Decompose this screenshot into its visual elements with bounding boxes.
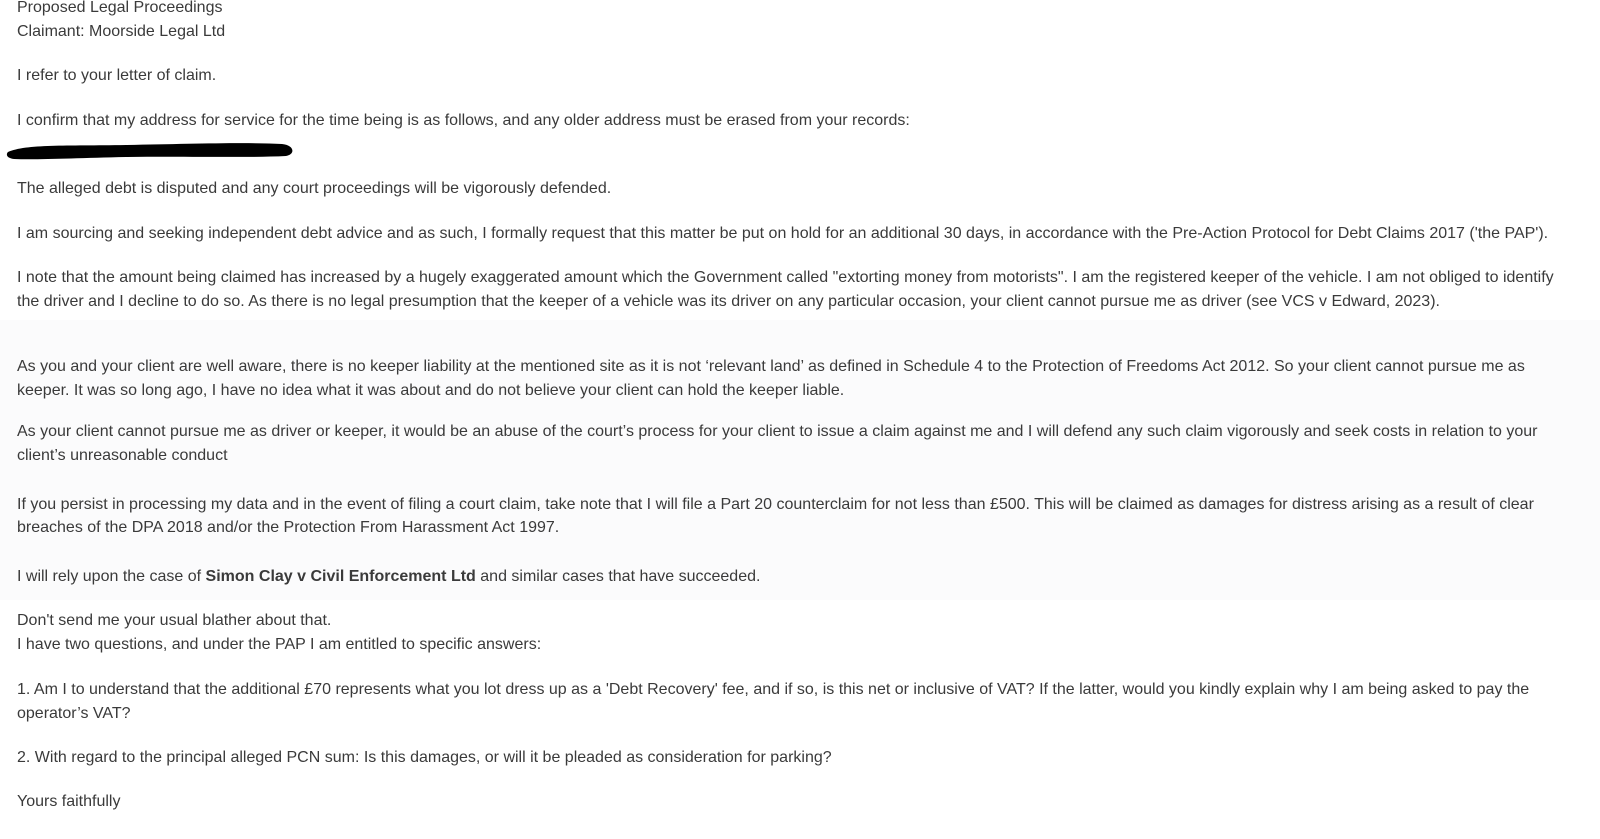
rely-prefix: I will rely upon the case of <box>17 568 206 585</box>
paragraph-debt-advice: I am sourcing and seeking independent debt advice and as such, I formally request that this matter be put on hold for an additional 30 days, in accordance with the Pre-Action Protocol for Debt Claims 2017 ('the PAP'). <box>17 225 1549 242</box>
question-2: 2. With regard to the principal alleged PCN sum: Is this damages, or will it be pleaded as consideration for parking? <box>17 749 832 766</box>
paragraph-keeper-line-2: keeper. It was so long ago, I have no idea what it was about and do not believe your client can hold the keeper liable. <box>17 382 845 399</box>
question-1-line-2: operator’s VAT? <box>17 705 131 722</box>
paragraph-refer-letter: I refer to your letter of claim. <box>17 67 217 84</box>
redacted-address <box>6 138 296 162</box>
paragraph-abuse-line-2: client’s unreasonable conduct <box>17 447 228 464</box>
paragraph-amount-line-1: I note that the amount being claimed has increased by a hugely exaggerated amount which the Government called "extorting money from motorists". I am the registered keeper of the vehicle. I am not obliged to identify <box>17 269 1554 286</box>
question-1-line-1: 1. Am I to understand that the additional £70 represents what you lot dress up as a 'Debt Recovery' fee, and if so, is this net or inclusive of VAT? If the latter, would you kindly explain why I am being asked to pay the <box>17 681 1530 698</box>
paragraph-two-questions: I have two questions, and under the PAP I am entitled to specific answers: <box>17 636 542 653</box>
signoff: Yours faithfully <box>17 793 121 810</box>
paragraph-counterclaim-line-1: If you persist in processing my data and in the event of filing a court claim, take note that I will file a Part 20 counterclaim for not less than £500. This will be claimed as damages for distress arising as a result of clear <box>17 496 1534 513</box>
paragraph-keeper-line-1: As you and your client are well aware, there is no keeper liability at the mentioned site as it is not ‘relevant land’ as defined in Schedule 4 to the Protection of Freedoms Act 2012. So your client cannot pursue me as <box>17 358 1525 375</box>
paragraph-amount-line-2: the driver and I decline to do so. As there is no legal presumption that the keeper of a vehicle was its driver on any particular occasion, your client cannot pursue me as driver (see VCS v Edward, 2023). <box>17 293 1440 310</box>
paragraph-debt-disputed: The alleged debt is disputed and any court proceedings will be vigorously defended. <box>17 180 612 197</box>
rely-suffix: and similar cases that have succeeded. <box>475 568 761 585</box>
case-name: Simon Clay v Civil Enforcement Ltd <box>205 568 476 585</box>
paragraph-abuse-line-1: As your client cannot pursue me as driver or keeper, it would be an abuse of the court’s process for your client to issue a claim against me and I will defend any such claim vigorously and seek costs in relation to your <box>17 423 1538 440</box>
heading-proposed-proceedings: Proposed Legal Proceedings <box>17 0 223 16</box>
paragraph-rely-case <box>17 567 760 587</box>
paragraph-address-for-service: I confirm that my address for service for the time being is as follows, and any older address must be erased from your records: <box>17 112 910 129</box>
heading-claimant: Claimant: Moorside Legal Ltd <box>17 23 226 40</box>
paragraph-counterclaim-line-2: breaches of the DPA 2018 and/or the Protection From Harassment Act 1997. <box>17 519 560 536</box>
paragraph-blather: Don't send me your usual blather about that. <box>17 612 332 629</box>
